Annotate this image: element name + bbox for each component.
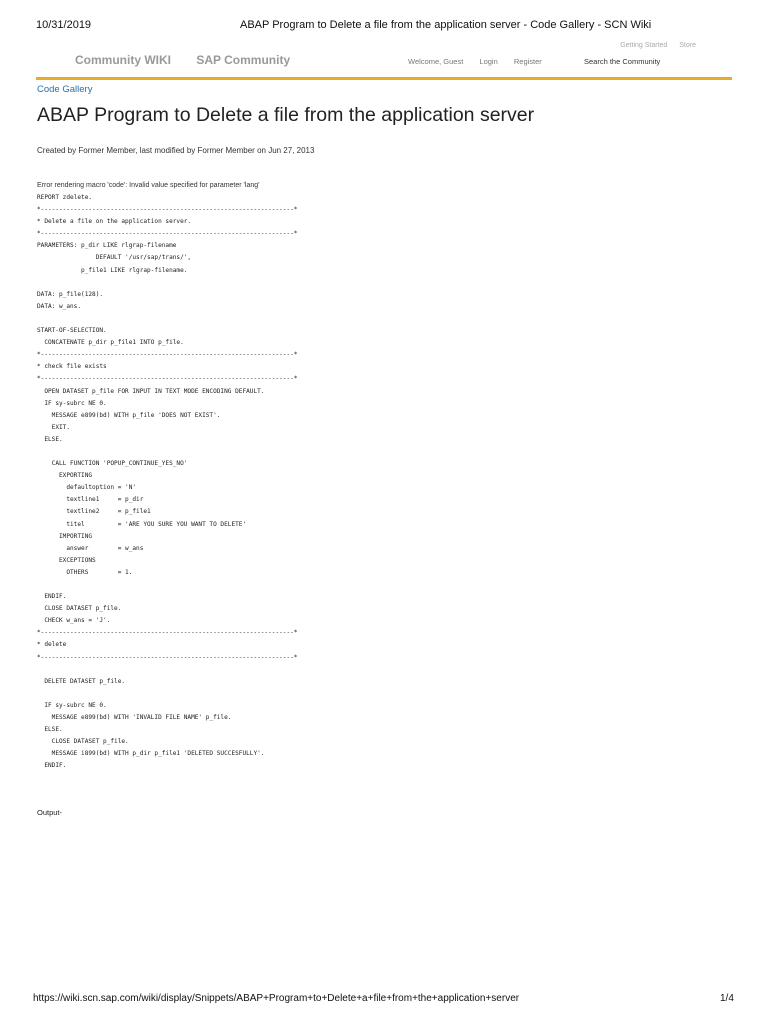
code-line: ENDIF. — [37, 593, 67, 601]
code-line: MESSAGE i899(bd) WITH p_dir p_file1 'DELETED SUCCESFULLY'. — [37, 750, 265, 758]
sap-community-link[interactable]: SAP Community — [196, 53, 291, 67]
code-line: EXPORTING — [37, 472, 93, 480]
code-line: CLOSE DATASET p_file. — [37, 605, 122, 613]
code-line: IF sy-subrc NE 0. — [37, 701, 107, 709]
code-block — [37, 192, 297, 773]
login-link[interactable]: Login — [479, 57, 498, 66]
primary-nav — [75, 53, 312, 67]
code-line: ELSE. — [37, 726, 63, 734]
register-link[interactable]: Register — [513, 57, 542, 66]
code-line: ENDIF. — [37, 762, 67, 770]
code-line: answer = w_ans — [37, 544, 144, 552]
code-line: * Delete a file on the application server. — [37, 218, 192, 226]
code-line: MESSAGE e899(bd) WITH 'INVALID FILE NAME' p_file. — [37, 714, 232, 722]
store-link[interactable]: Store — [679, 42, 696, 49]
print-date: 10/31/2019 — [36, 19, 92, 31]
code-line: *---------------------------------------------------------------------* — [37, 629, 298, 637]
code-line: DATA: p_file(128). — [37, 290, 104, 298]
code-line: *---------------------------------------------------------------------* — [37, 375, 298, 383]
breadcrumb-code-gallery[interactable]: Code Gallery — [37, 84, 93, 95]
user-nav — [408, 57, 556, 66]
code-line: OPEN DATASET p_file FOR INPUT IN TEXT MODE ENCODING DEFAULT. — [37, 387, 265, 395]
code-line: CALL FUNCTION 'POPUP_CONTINUE_YES_NO' — [37, 460, 188, 468]
community-wiki-link[interactable]: Community WIKI — [75, 53, 171, 67]
code-line: OTHERS = 1. — [37, 568, 133, 576]
code-line: DELETE DATASET p_file. — [37, 677, 126, 685]
welcome-text: Welcome, Guest — [408, 57, 464, 66]
code-line: textline2 = p_file1 — [37, 508, 151, 516]
code-line: MESSAGE e899(bd) WITH p_file 'DOES NOT EXIST'. — [37, 411, 221, 419]
code-line: PARAMETERS: p_dir LIKE rlgrap-filename — [37, 242, 177, 250]
code-line: EXCEPTIONS — [37, 556, 96, 564]
code-line: * delete — [37, 641, 67, 649]
code-line: textline1 = p_dir — [37, 496, 144, 504]
print-footer-url: https://wiki.scn.sap.com/wiki/display/Snippets/ABAP+Program+to+Delete+a+file+from+the+application+server — [33, 993, 520, 1004]
code-line: REPORT zdelete. — [37, 194, 93, 201]
code-line: START-OF-SELECTION. — [37, 327, 107, 335]
output-label: Output- — [37, 808, 63, 817]
code-line: ELSE. — [37, 435, 63, 443]
code-line: IF sy-subrc NE 0. — [37, 399, 107, 407]
code-line: * check file exists — [37, 363, 107, 371]
code-line: EXIT. — [37, 423, 71, 431]
print-page-number: 1/4 — [720, 993, 734, 1004]
search-community-link[interactable]: Search the Community — [584, 57, 661, 66]
code-line: CHECK w_ans = 'J'. — [37, 617, 111, 625]
code-line: CLOSE DATASET p_file. — [37, 738, 129, 746]
code-line: p_file1 LIKE rlgrap-filename. — [37, 266, 188, 274]
code-line: *---------------------------------------------------------------------* — [37, 653, 298, 661]
code-line: DATA: w_ans. — [37, 302, 82, 310]
code-line: CONCATENATE p_dir p_file1 INTO p_file. — [37, 339, 184, 347]
macro-error-message: Error rendering macro 'code': Invalid value specified for parameter 'lang' — [37, 182, 260, 189]
code-line: DEFAULT '/usr/sap/trans/', — [37, 254, 192, 262]
code-line: *---------------------------------------------------------------------* — [37, 206, 298, 214]
getting-started-link[interactable]: Getting Started — [620, 42, 668, 49]
code-line: IMPORTING — [37, 532, 93, 540]
code-line: titel = 'ARE YOU SURE YOU WANT TO DELETE' — [37, 520, 247, 528]
page-title: ABAP Program to Delete a file from the application server — [37, 104, 535, 126]
top-links — [610, 42, 696, 49]
byline: Created by Former Member, last modified by Former Member on Jun 27, 2013 — [37, 146, 315, 155]
code-line: *---------------------------------------------------------------------* — [37, 351, 298, 359]
print-header-title: ABAP Program to Delete a file from the application server - Code Gallery - SCN Wiki — [240, 19, 652, 31]
code-line: *---------------------------------------------------------------------* — [37, 230, 298, 238]
code-line: defaultoption = 'N' — [37, 484, 137, 492]
header-accent-rule — [36, 77, 732, 80]
